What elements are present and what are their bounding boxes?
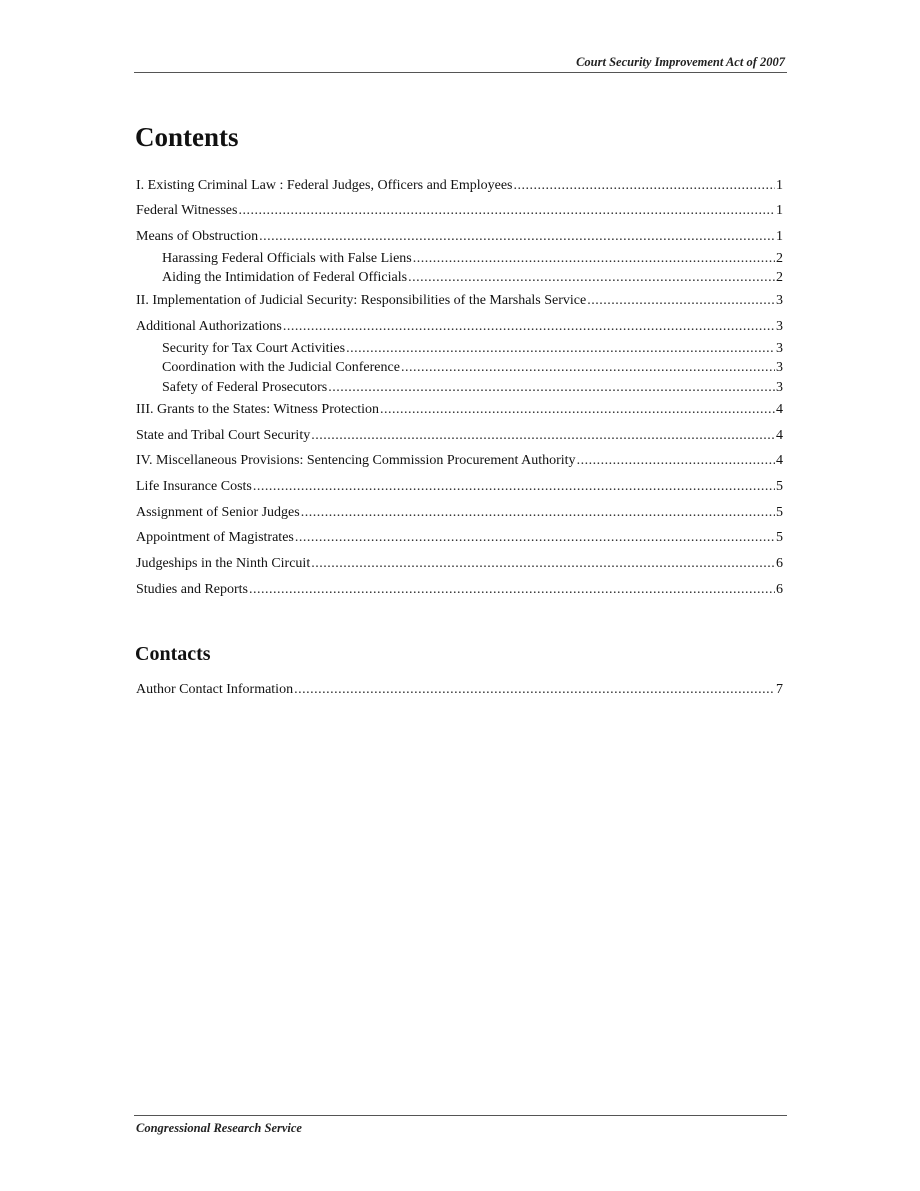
toc-label: IV. Miscellaneous Provisions: Sentencing Commission Procurement Authority [136, 453, 576, 468]
dot-leader [311, 555, 775, 573]
dot-leader [311, 427, 775, 445]
toc-row[interactable] [136, 529, 783, 547]
toc-row[interactable] [162, 250, 783, 268]
toc-row[interactable] [136, 681, 783, 699]
toc-page: 7 [776, 682, 783, 697]
dot-leader [413, 250, 775, 268]
toc-page: 4 [776, 453, 783, 468]
dot-leader [238, 202, 775, 220]
toc-page: 3 [776, 380, 783, 395]
toc-page: 5 [776, 479, 783, 494]
toc-page: 4 [776, 402, 783, 417]
toc-row[interactable] [136, 228, 783, 246]
toc-label: Security for Tax Court Activities [162, 341, 346, 356]
toc-label: Author Contact Information [136, 682, 294, 697]
toc-label: Means of Obstruction [136, 229, 259, 244]
toc-row[interactable] [162, 269, 783, 287]
toc-label: State and Tribal Court Security [136, 428, 311, 443]
toc-label: Coordination with the Judicial Conference [162, 360, 400, 375]
dot-leader [294, 681, 775, 699]
toc-label: Assignment of Senior Judges [136, 505, 300, 520]
dot-leader [577, 452, 775, 470]
dot-leader [346, 340, 775, 358]
dot-leader [301, 504, 775, 522]
toc-page: 3 [776, 360, 783, 375]
toc-label: II. Implementation of Judicial Security: Responsibilities of the Marshals Service [136, 293, 587, 308]
toc-row[interactable] [136, 318, 783, 336]
dot-leader [249, 581, 775, 599]
toc-page: 3 [776, 341, 783, 356]
dot-leader [514, 177, 776, 195]
dot-leader [401, 359, 775, 377]
toc-row[interactable] [136, 504, 783, 522]
dot-leader [295, 529, 775, 547]
running-header: Court Security Improvement Act of 2007 [576, 55, 785, 69]
toc-page: 1 [776, 203, 783, 218]
toc-page: 5 [776, 530, 783, 545]
footer-rule [134, 1115, 787, 1116]
toc-label: III. Grants to the States: Witness Protection [136, 402, 379, 417]
toc-label: Judgeships in the Ninth Circuit [136, 556, 311, 571]
toc-row[interactable] [136, 292, 783, 310]
toc-page: 6 [776, 556, 783, 571]
toc-row[interactable] [136, 555, 783, 573]
toc-page: 3 [776, 293, 783, 308]
dot-leader [283, 318, 775, 336]
toc-row[interactable] [136, 177, 783, 195]
toc-label: Federal Witnesses [136, 203, 238, 218]
toc-row[interactable] [162, 340, 783, 358]
footer-text: Congressional Research Service [136, 1121, 302, 1135]
toc-page: 1 [776, 229, 783, 244]
header-rule [134, 72, 787, 73]
toc-row[interactable] [136, 452, 783, 470]
dot-leader [253, 478, 775, 496]
toc-page: 4 [776, 428, 783, 443]
dot-leader [259, 228, 775, 246]
toc-row[interactable] [136, 401, 783, 419]
toc-page: 2 [776, 251, 783, 266]
dot-leader [587, 292, 775, 310]
toc-label: I. Existing Criminal Law : Federal Judges, Officers and Employees [136, 178, 513, 193]
toc-row[interactable] [136, 581, 783, 599]
dot-leader [328, 379, 775, 397]
toc-row[interactable] [162, 359, 783, 377]
toc-label: Appointment of Magistrates [136, 530, 294, 545]
toc-page: 1 [776, 178, 783, 193]
toc-row[interactable] [162, 379, 783, 397]
toc-label: Life Insurance Costs [136, 479, 252, 494]
toc-label: Aiding the Intimidation of Federal Officials [162, 270, 408, 285]
toc-row[interactable] [136, 427, 783, 445]
toc-row[interactable] [136, 202, 783, 220]
toc-page: 2 [776, 270, 783, 285]
toc-label: Additional Authorizations [136, 319, 282, 334]
toc-page: 5 [776, 505, 783, 520]
dot-leader [408, 269, 775, 287]
toc-row[interactable] [136, 478, 783, 496]
toc-label: Studies and Reports [136, 582, 248, 597]
dot-leader [380, 401, 775, 419]
toc-page: 3 [776, 319, 783, 334]
toc-label: Harassing Federal Officials with False Liens [162, 251, 412, 266]
toc-page: 6 [776, 582, 783, 597]
contents-heading: Contents [135, 122, 239, 152]
toc-label: Safety of Federal Prosecutors [162, 380, 328, 395]
contacts-heading: Contacts [135, 643, 211, 665]
